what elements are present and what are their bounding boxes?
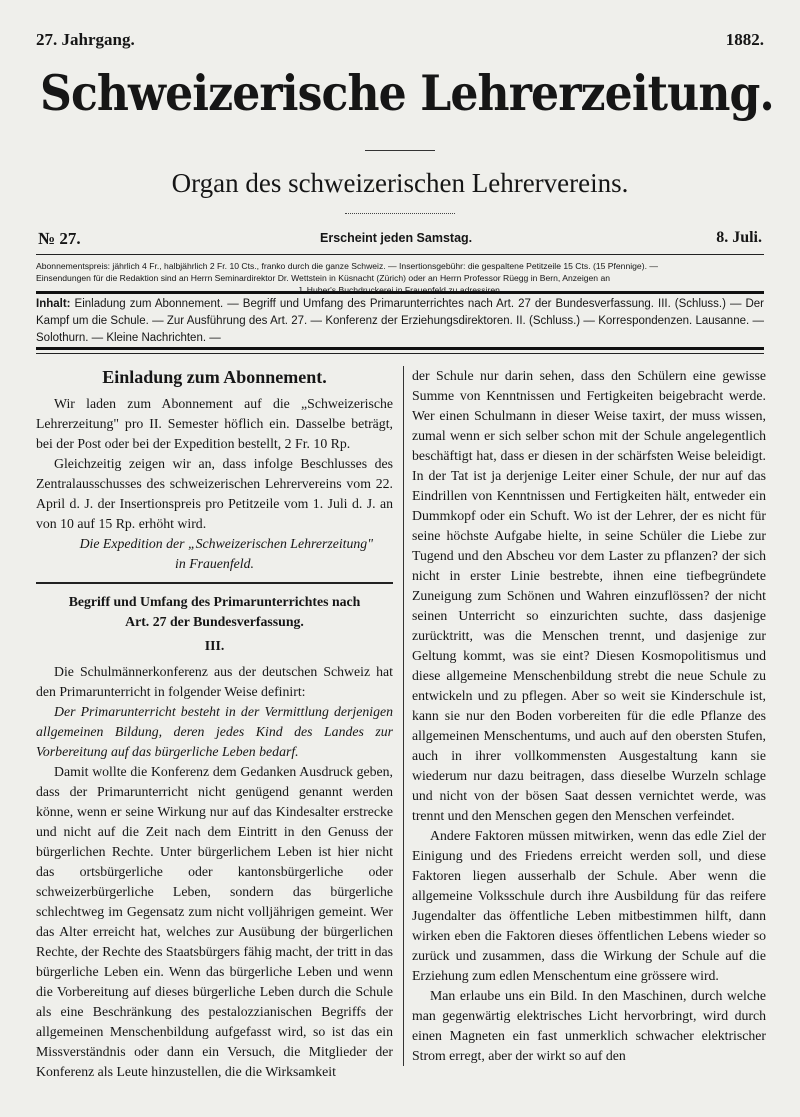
column-divider <box>403 366 404 1066</box>
year-label: 1882. <box>725 30 764 49</box>
issue-number: № 27. <box>38 229 81 248</box>
contents-text: Einladung zum Abonnement. — Begriff und Umfang des Primarunterrichtes nach Art. 27 der Bundesverfassung. III. (Schluss.) — Der Kampf um die Schule. — Zur Ausführung des Art. 27. — Konferenz der Erziehungsdirektoren. II. (Schluss.) — Korrespondenzen. Lausanne. — Solothurn. — Kleine Nachrichten. — <box>36 298 764 344</box>
notice-line: Abonnementspreis: jährlich 4 Fr., halbjährlich 2 Fr. 10 Cts., franko durch die ganze Schweiz. — Insertionsgebühr: die gespaltene Petitzeile 15 Cts. (15 Pfennige). — <box>36 261 658 271</box>
volume-label: 27. Jahrgang. <box>36 30 135 49</box>
article-title: Begriff und Umfang des Primarunterrichtes nach <box>68 594 361 609</box>
paragraph: Damit wollte die Konferenz dem Gedanken Ausdruck geben, dass der Primarunterricht nicht genügend genannt werden könne, wenn er seine Wirkung nur auf das Kindesalter erstrecke und nicht auf die Zeit nach dem Eintritt in den Genuss der bürgerlichen Rechte. Unter bürgerlichem Leben ist hier nicht das ortsbürgerliche oder kantonsbürgerliche oder schweizerbürgerliche Leben, sondern das bürgerliche schlechtweg im Gegensatz zum nicht volljährigen gemeint. Wer das Alter erreicht hat, welches zur Ausübung der bürgerlichen Rechte, der Rechte des Staatsbürgers fähig macht, der tritt in das bürgerliche Leben ein. Wenn das bürgerliche Leben und wenn die Vorbereitung auf dieses bürgerliche Leben durch die Schule als eine Beschränkung des pestalozzianischen Begriffs der allgemeinen Menschenbildung aufgefasst wird, so ist das ein Missverständnis oder dann ein Versuch, die Mitglieder der Konferenz als Leute hinzustellen, die die Wirksamkeit <box>36 764 393 1079</box>
paragraph: Gleichzeitig zeigen wir an, dass infolge Beschlusses des Zentralausschusses des schweizerischen Lehrervereins vom 22. April d. J. der Insertionspreis pro Petitzeile vom 1. Juli d. J. an von 10 auf 15 Rp. erhöht wird. <box>36 456 393 531</box>
paragraph: der Schule nur darin sehen, dass den Schülern eine gewisse Summe von Kenntnissen und Fertigkeiten beigebracht werde. Wer einen Schulmann in dieser Weise taxirt, der muss wissen, zumal wenn er sich selber schon mit der Schule angelegentlich beschäftigt hat, dass er diesen in der schärfsten Weise beleidigt. In der Tat ist ja derjenige Leiter einer Schule, der nur auf das Eindrillen von Kenntnissen und Fertigkeiten hält, entweder ein Dummkopf oder ein Schuft. Wo ist der Lehrer, der es nicht für seine höchste Aufgabe hielte, in seine Schüler die Liebe zur Tugend und den Abscheu vor dem Laster zu pflanzen? der sich nicht in erster Linie bestrebte, ihnen eine tiefbegründete Zuneigung zum Schönen und Wahren einzuflössen? der nicht seinen Unterricht so einzurichten suchte, dass dasjenige zurücktritt, was die Menschen trennt, und dasjenige zur Geltung kommt, was sie eint? Diesen Kosmopolitismus und diese allgemeine Menschenbildung strebt die neue Schule zu entwickeln und zu pflegen. Aber so weit sie Kinderschule ist, kann sie nur den Boden vorbereiten für die edle Pflanze des allgemeinen Menschentums, und auch auf den obersten Stufen, auch in ihrer vollkommensten Ausgestaltung kann sie wiederum nur dazu beitragen, dass dieselbe Wurzeln schlage und nicht von der bösen Saat dessen vernichtet werde, was trennt und den Menschen gegen den Menschen verfeindet. <box>412 368 766 823</box>
paragraph: Wir laden zum Abonnement auf die „Schweizerische Lehrerzeitung" pro II. Semester höflich ein. Dasselbe beträgt, bei der Post oder bei der Expedition bestellt, 2 Fr. 10 Rp. <box>36 396 393 451</box>
rule <box>36 353 764 354</box>
masthead-title: Schweizerische Lehrerzeitung. <box>40 64 774 122</box>
paragraph: Andere Faktoren müssen mitwirken, wenn das edle Ziel der Einigung und des Friedens erreicht werden soll, und diese Faktoren liegen ausserhalb der Schule. Aber wenn die allgemeine Volksschule durch ihre Ausbildung für das reifere Jugendalter das öffentliche Leben mitbestimmen hilft, dann wirken eben die Faktoren dieses öffentlichen Lebens wieder so zurück und zusammen, dass die Wirkung der Schule auf die Erziehung zum edlen Menschentum eine grössere wird. <box>412 828 766 983</box>
contents-label: Inhalt: <box>36 298 71 310</box>
table-of-contents <box>36 296 764 347</box>
part-number: III. <box>204 638 225 653</box>
article-title: Art. 27 der Bundesverfassung. <box>125 614 304 629</box>
section-divider <box>36 582 393 584</box>
signature: in Frauenfeld. <box>175 556 254 571</box>
ornament-divider <box>345 213 455 214</box>
paragraph: Man erlaube uns ein Bild. In den Maschinen, durch welche man gegenwärtig elektrisches Licht hervorbringt, wird durch einen Magneten ein fast unmerklich schwacher elektrischer Strom erregt, aber der wirkt so auf den <box>412 988 766 1063</box>
rule <box>36 254 764 255</box>
issue-row <box>38 229 762 251</box>
rule <box>36 347 764 350</box>
signature: Die Expedition der „Schweizerischen Lehrerzeitung" <box>79 536 373 551</box>
article-title: Einladung zum Abonnement. <box>102 367 327 387</box>
masthead-divider <box>365 150 435 151</box>
paragraph: Die Schulmännerkonferenz aus der deutschen Schweiz hat den Primarunterricht in folgender Weise definirt: <box>36 664 393 699</box>
rule <box>36 291 764 294</box>
definition: Der Primarunterricht besteht in der Vermittlung derjenigen allgemeinen Bildung, deren jedes Kind des Landes zur Vorbereitung auf das bürgerliche Leben bedarf. <box>36 704 393 759</box>
notice-line: J. Huber's Buchdruckerei in Frauenfeld zu adressiren. <box>297 285 503 295</box>
issue-date: 8. Juli. <box>716 229 762 246</box>
masthead-subtitle: Organ des schweizerischen Lehrervereins. <box>171 168 629 198</box>
notice-line: Einsendungen für die Redaktion sind an Herrn Seminardirektor Dr. Wettstein in Küsnacht (Zürich) oder an Herrn Professor Rüegg in Bern, Anzeigen an <box>36 273 611 283</box>
left-column <box>36 366 393 1082</box>
publication-note: Erscheint jeden Samstag. <box>320 231 473 245</box>
right-column <box>412 366 766 1066</box>
